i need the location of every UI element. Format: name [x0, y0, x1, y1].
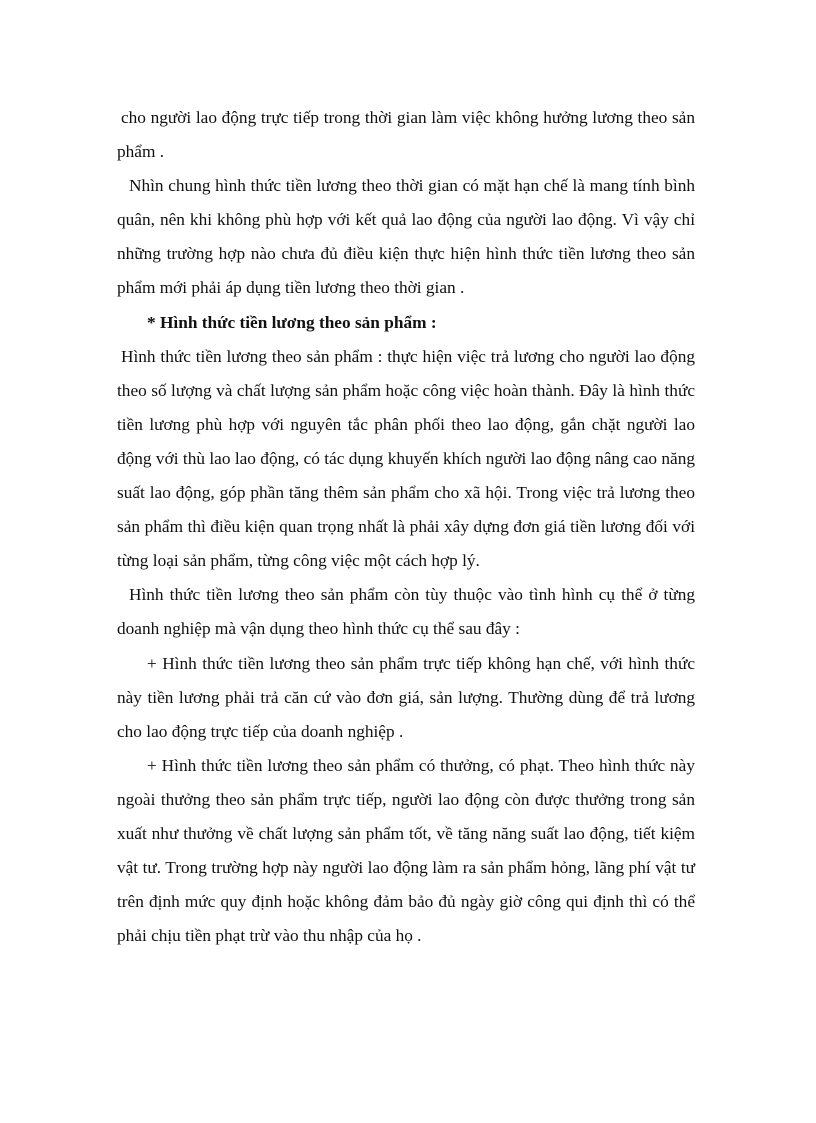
- paragraph-time-wage-limitations: Nhìn chung hình thức tiền lương theo thời gian có mặt hạn chế là mang tính bình quân, nên khi không phù hợp với kết quả lao động của người lao động. Vì vậy chỉ những trường hợp nào chưa đủ điều kiện thực hiện hình thức tiền lương theo sản phẩm mới phải áp dụng tiền lương theo thời gian .: [117, 176, 695, 298]
- list-item-bonus-penalty-piece-rate: + Hình thức tiền lương theo sản phẩm có thưởng, có phạt. Theo hình thức này ngoài thưởng theo sản phẩm trực tiếp, người lao động còn được thưởng trong sản xuất như thưởng về chất lượng sản phẩm tốt, về tăng năng suất lao động, tiết kiệm vật tư. Trong trường hợp này người lao động làm ra sản phẩm hỏng, lãng phí vật tư trên định mức quy định hoặc không đảm bảo đủ ngày giờ công qui định thì có thể phải chịu tiền phạt trừ vào thu nhập của họ .: [117, 755, 695, 946]
- paragraph-piece-rate-forms-intro: Hình thức tiền lương theo sản phẩm còn tùy thuộc vào tình hình cụ thể ở từng doanh nghiệp mà vận dụng theo hình thức cụ thể sau đây :: [117, 585, 695, 639]
- paragraph-piece-rate-definition: Hình thức tiền lương theo sản phẩm : thực hiện việc trả lương cho người lao động theo số lượng và chất lượng sản phẩm hoặc công việc hoàn thành. Đây là hình thức tiền lương phù hợp với nguyên tắc phân phối theo lao động, gắn chặt người lao động với thù lao lao động, có tác dụng khuyến khích người lao động nâng cao năng suất lao động, góp phần tăng thêm sản phẩm cho xã hội. Trong việc trả lương theo sản phẩm thì điều kiện quan trọng nhất là phải xây dựng đơn giá tiền lương đối với từng loại sản phẩm, từng công việc một cách hợp lý.: [117, 346, 695, 571]
- list-item-direct-piece-rate: + Hình thức tiền lương theo sản phẩm trực tiếp không hạn chế, với hình thức này tiền lương phải trả căn cứ vào đơn giá, sản lượng. Thường dùng để trả lương cho lao động trực tiếp của doanh nghiệp .: [117, 653, 695, 741]
- paragraph-continuation: cho người lao động trực tiếp trong thời gian làm việc không hưởng lương theo sản phẩm .: [117, 108, 695, 162]
- section-heading-piece-rate: * Hình thức tiền lương theo sản phẩm :: [147, 312, 437, 332]
- document-body: [117, 101, 695, 953]
